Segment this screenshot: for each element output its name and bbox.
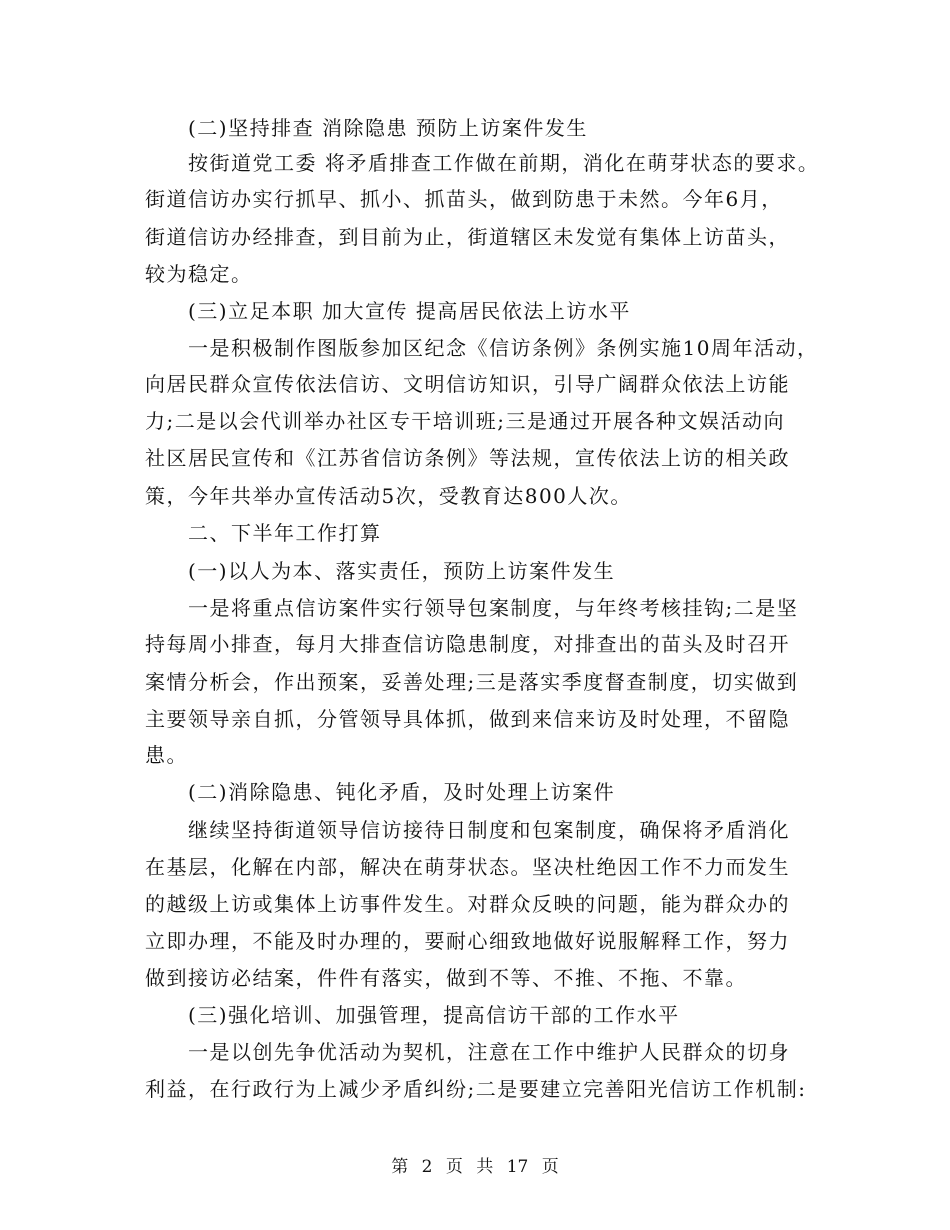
section-heading: (一)以人为本、落实责任，预防上访案件发生 bbox=[188, 559, 616, 583]
paragraph-line: 力;二是以会代训举办社区专干培训班;三是通过开展各种文娱活动向 bbox=[145, 409, 785, 433]
paragraph-line: 一是将重点信访案件实行领导包案制度，与年终考核挂钩;二是坚 bbox=[188, 596, 799, 620]
paragraph-line: 一是积极制作图版参加区纪念《信访条例》条例实施10周年活动， bbox=[188, 336, 819, 360]
paragraph-line: 按街道党工委 将矛盾排查工作做在前期，消化在萌芽状态的要求。 bbox=[188, 151, 820, 175]
page-number-footer: 第 2 页 共 17 页 bbox=[391, 1157, 559, 1177]
paragraph-line: 主要领导亲自抓，分管领导具体抓，做到来信来访及时处理，不留隐 bbox=[145, 707, 790, 731]
section-heading: 二、下半年工作打算 bbox=[188, 521, 382, 545]
paragraph-line: 策，今年共举办宣传活动5次，受教育达800人次。 bbox=[145, 484, 632, 508]
paragraph-line: 在基层，化解在内部，解决在萌芽状态。坚决杜绝因工作不力而发生 bbox=[145, 855, 790, 879]
paragraph-line: 的越级上访或集体上访事件发生。对群众反映的问题，能为群众办的 bbox=[145, 892, 790, 916]
section-heading: (二)坚持排查 消除隐患 预防上访案件发生 bbox=[188, 116, 588, 140]
paragraph-line: 一是以创先争优活动为契机，注意在工作中维护人民群众的切身 bbox=[188, 1040, 790, 1064]
paragraph-line: 较为稳定。 bbox=[145, 262, 253, 286]
paragraph-line: 立即办理，不能及时办理的，要耐心细致地做好说服解释工作，努力 bbox=[145, 929, 790, 953]
paragraph-line: 继续坚持街道领导信访接待日制度和包案制度，确保将矛盾消化 bbox=[188, 818, 790, 842]
section-heading: (三)立足本职 加大宣传 提高居民依法上访水平 bbox=[188, 299, 631, 323]
paragraph-line: 社区居民宣传和《江苏省信访条例》等法规，宣传依法上访的相关政 bbox=[145, 446, 790, 470]
paragraph-line: 持每周小排查，每月大排查信访隐患制度，对排查出的苗头及时召开 bbox=[145, 632, 790, 656]
paragraph-line: 患。 bbox=[145, 743, 188, 767]
section-heading: (三)强化培训、加强管理，提高信访干部的工作水平 bbox=[188, 1003, 680, 1027]
section-heading: (二)消除隐患、钝化矛盾，及时处理上访案件 bbox=[188, 780, 616, 804]
paragraph-line: 街道信访办实行抓早、抓小、抓苗头，做到防患于未然。今年6月， bbox=[145, 187, 783, 211]
paragraph-line: 案情分析会，作出预案，妥善处理;三是落实季度督查制度，切实做到 bbox=[145, 670, 799, 694]
paragraph-line: 街道信访办经排查，到目前为止，街道辖区未发觉有集体上访苗头， bbox=[145, 225, 790, 249]
paragraph-line: 利益，在行政行为上减少矛盾纠纷;二是要建立完善阳光信访工作机制: bbox=[145, 1077, 807, 1101]
paragraph-line: 做到接访必结案，件件有落实，做到不等、不推、不拖、不靠。 bbox=[145, 966, 747, 990]
paragraph-line: 向居民群众宣传依法信访、文明信访知识，引导广阔群众依法上访能 bbox=[145, 372, 790, 396]
